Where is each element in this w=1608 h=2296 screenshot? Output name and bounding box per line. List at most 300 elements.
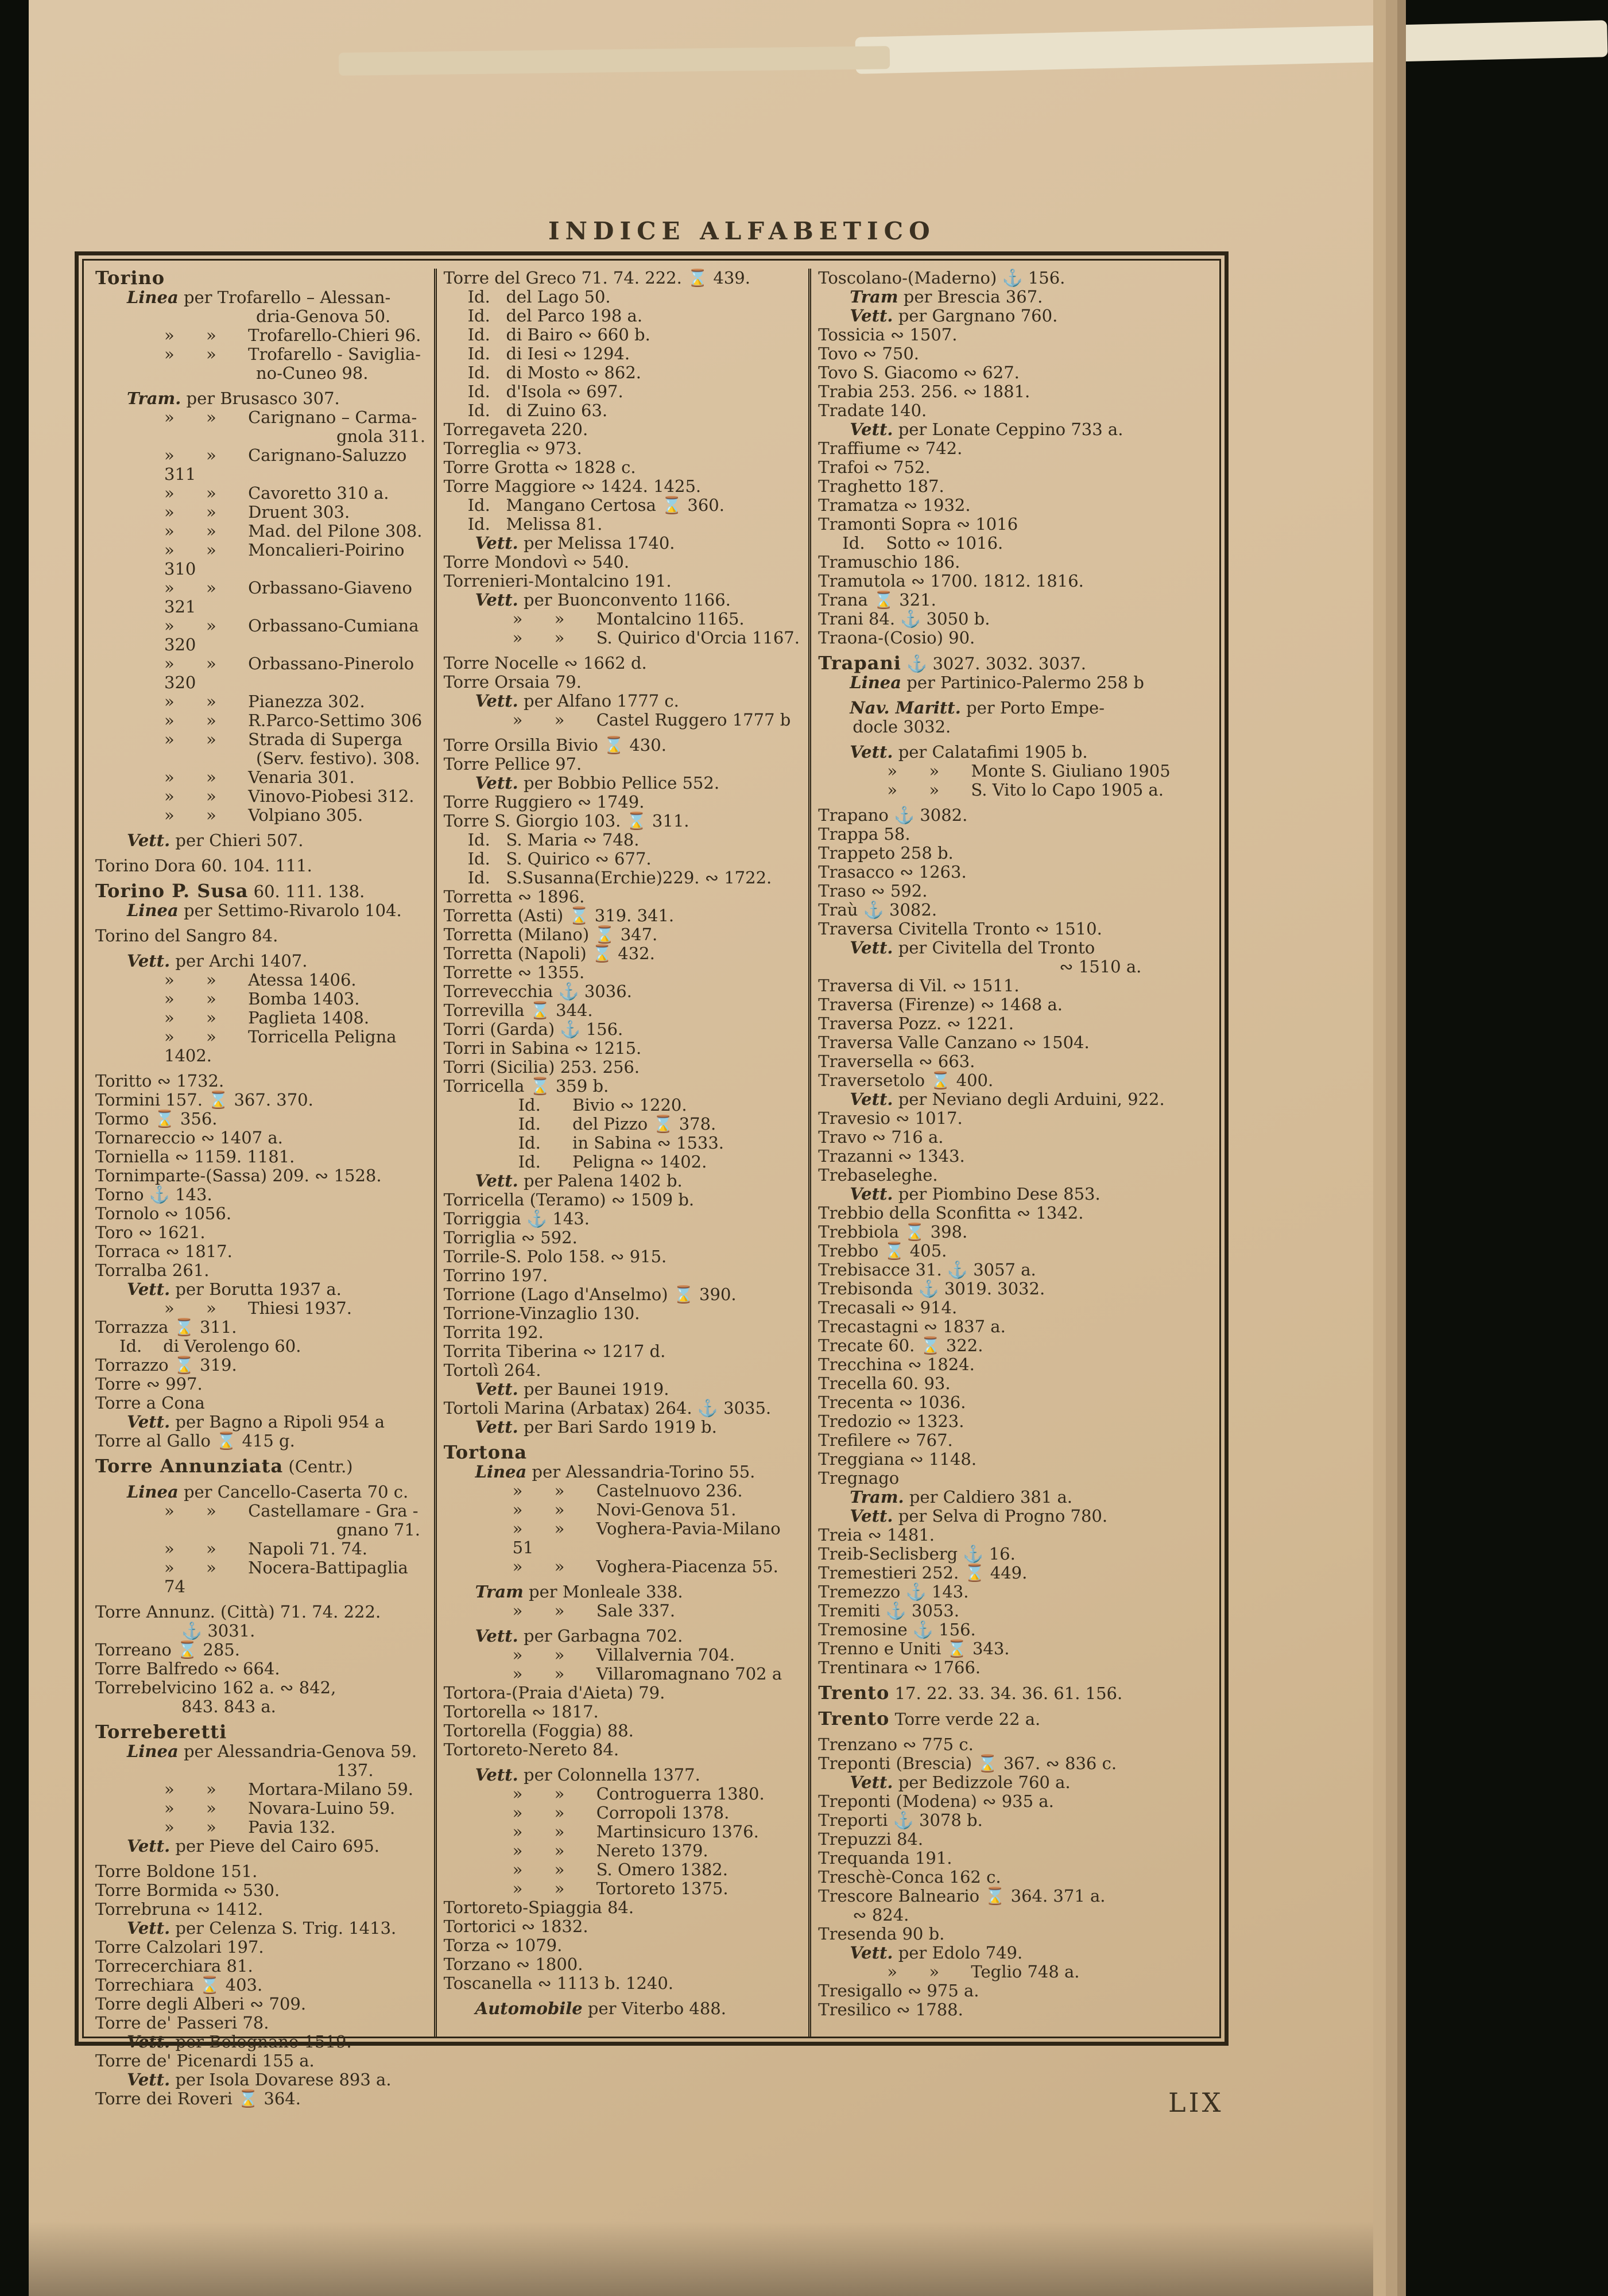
index-line: Torrevilla ⌛ 344. xyxy=(443,1000,593,1020)
index-line: Tovo S. Giacomo ∾ 627. xyxy=(818,363,1020,382)
index-line: Torre de' Passeri 78. xyxy=(95,2013,269,2033)
index-line: Torre ∾ 997. xyxy=(95,1374,203,1394)
index-line: Vett. per Alfano 1777 c. xyxy=(475,691,679,711)
index-line: Trecella 60. 93. xyxy=(818,1374,951,1393)
index-line: Tortoli Marina (Arbatax) 264. ⚓ 3035. xyxy=(443,1398,772,1418)
index-line: Torrazza ⌛ 311. xyxy=(95,1317,237,1337)
index-line: Vett. per Melissa 1740. xyxy=(475,533,675,553)
torn-paper-edge xyxy=(855,20,1607,74)
service-label: Vett. xyxy=(127,1918,171,1938)
index-line: Trebbio della Sconfitta ∾ 1342. xyxy=(818,1203,1084,1223)
service-label: Vett. xyxy=(127,2070,171,2089)
index-line: 137. xyxy=(336,1760,374,1780)
index-line: Torre Bormida ∾ 530. xyxy=(95,1880,280,1900)
index-line: Tortorella ∾ 1817. xyxy=(443,1702,599,1721)
index-line: Trapani ⚓ 3027. 3032. 3037. xyxy=(818,652,1086,674)
index-line: Tornareccio ∾ 1407 a. xyxy=(95,1128,283,1147)
index-column-2 xyxy=(434,269,809,2037)
index-line: Torralba 261. xyxy=(95,1261,210,1280)
index-line: no-Cuneo 98. xyxy=(256,363,369,383)
index-line: Tremezzo ⚓ 143. xyxy=(818,1582,969,1601)
index-line: Torretta ∾ 1896. xyxy=(443,887,585,906)
index-line: » » S. Quirico d'Orcia 1167. xyxy=(512,628,800,647)
index-line: Torre Orsaia 79. xyxy=(443,672,582,692)
page-title: INDICE ALFABETICO xyxy=(548,217,936,245)
index-line: Tremosine ⚓ 156. xyxy=(818,1620,976,1639)
index-line: Trebbo ⌛ 405. xyxy=(818,1241,947,1261)
service-label: Vett. xyxy=(127,1412,171,1432)
index-line: » » Trofarello - Saviglia- xyxy=(164,344,421,364)
index-line: Torreano ⌛ 285. xyxy=(95,1640,240,1659)
page-stack-edge xyxy=(339,46,890,76)
index-line: Toro ∾ 1621. xyxy=(95,1223,206,1242)
index-line: Torre Annunziata (Centr.) xyxy=(95,1455,353,1477)
index-line: Id. S.Susanna(Erchie)229. ∾ 1722. xyxy=(467,868,772,887)
index-line: » » Orbassano-Cumiana 320 xyxy=(164,616,424,654)
index-line: Tortorella (Foggia) 88. xyxy=(443,1721,634,1740)
index-column-1 xyxy=(88,267,434,2108)
index-line: » » Venaria 301. xyxy=(164,767,355,787)
index-line: Traghetto 187. xyxy=(818,476,944,496)
index-line: Id. del Parco 198 a. xyxy=(467,306,643,325)
index-line: Id. Bivio ∾ 1220. xyxy=(518,1095,687,1115)
index-line: » » Pavia 132. xyxy=(164,1817,336,1837)
index-line: Treporti ⚓ 3078 b. xyxy=(818,1810,983,1830)
headword: Torino xyxy=(95,267,165,289)
index-line: Vett. per Baunei 1919. xyxy=(475,1379,669,1399)
index-line: Torre Nocelle ∾ 1662 d. xyxy=(443,653,647,673)
index-line: Tovo ∾ 750. xyxy=(818,344,919,363)
index-line: Tram per Brescia 367. xyxy=(850,287,1043,307)
index-line: » » R.Parco-Settimo 306 xyxy=(164,711,423,730)
index-line: Torrette ∾ 1355. xyxy=(443,963,585,982)
index-line: Trebisonda ⚓ 3019. 3032. xyxy=(818,1279,1045,1298)
index-line: Trequanda 191. xyxy=(818,1848,952,1868)
headword: Torre Annunziata xyxy=(95,1455,284,1477)
index-line: Vett. per Archi 1407. xyxy=(127,951,308,971)
index-line: Trappeto 258 b. xyxy=(818,843,954,863)
index-line: Torre de' Picenardi 155 a. xyxy=(95,2051,315,2070)
index-line xyxy=(95,1723,428,1742)
index-line: Traversetolo ⌛ 400. xyxy=(818,1071,994,1090)
service-label: Vett. xyxy=(127,2032,171,2051)
index-line: » » Orbassano-Giaveno 321 xyxy=(164,578,418,616)
service-label: Vett. xyxy=(475,1765,518,1785)
index-line: Torrecerchiara 81. xyxy=(95,1956,253,1976)
index-line: Traso ∾ 592. xyxy=(818,881,928,901)
index-line: Trappa 58. xyxy=(818,824,910,844)
index-line: Vett. per Colonnella 1377. xyxy=(475,1765,700,1785)
index-line: » » Bomba 1403. xyxy=(164,989,360,1009)
index-line: Torre Grotta ∾ 1828 c. xyxy=(443,457,636,477)
index-line: Torrile-S. Polo 158. ∾ 915. xyxy=(443,1247,667,1266)
index-line: Torri (Garda) ⚓ 156. xyxy=(443,1019,623,1039)
service-label: Vett. xyxy=(850,1943,893,1963)
index-line: Trento 17. 22. 33. 34. 36. 61. 156. xyxy=(818,1682,1123,1704)
service-label: Vett. xyxy=(850,1773,893,1792)
index-line: » » Castellamare - Gra - xyxy=(164,1501,419,1521)
service-label: Tram. xyxy=(850,1487,904,1507)
index-line: Vett. per Borutta 1937 a. xyxy=(127,1279,342,1299)
index-line: Vett. per Bari Sardo 1919 b. xyxy=(475,1417,717,1437)
index-line: Trani 84. ⚓ 3050 b. xyxy=(818,609,990,629)
service-label: Linea xyxy=(127,1482,179,1502)
index-line: Tortoreto-Nereto 84. xyxy=(443,1740,619,1759)
headword: Tortona xyxy=(443,1441,528,1463)
index-line: Torniella ∾ 1159. 1181. xyxy=(95,1147,295,1166)
index-line: Tornimparte-(Sassa) 209. ∾ 1528. xyxy=(95,1166,382,1185)
service-label: Vett. xyxy=(850,938,893,957)
index-line: gnano 71. xyxy=(336,1520,421,1539)
index-line: Tremiti ⚓ 3053. xyxy=(818,1601,959,1620)
headword: Torino P. Susa xyxy=(95,880,249,902)
service-label: Linea xyxy=(127,288,179,307)
index-line: Trentinara ∾ 1766. xyxy=(818,1658,981,1677)
index-line: Id. Mangano Certosa ⌛ 360. xyxy=(467,495,724,515)
index-line: Travo ∾ 716 a. xyxy=(818,1127,944,1147)
index-line: » » Moncalieri-Poirino 310 xyxy=(164,540,410,579)
index-line: Tresenda 90 b. xyxy=(818,1924,945,1944)
index-line: Vett. per Civitella del Tronto xyxy=(850,938,1095,957)
index-line: » » Napoli 71. 74. xyxy=(164,1539,368,1558)
index-line xyxy=(444,1443,803,1463)
index-line: » » Atessa 1406. xyxy=(164,970,357,990)
service-label: Vett. xyxy=(850,742,893,762)
index-line: Trecenta ∾ 1036. xyxy=(818,1393,966,1412)
index-line: Traù ⚓ 3082. xyxy=(818,900,937,920)
index-line: Torrione (Lago d'Anselmo) ⌛ 390. xyxy=(443,1285,737,1304)
service-label: Tram xyxy=(475,1582,524,1601)
index-line: Torrita 192. xyxy=(443,1322,544,1342)
index-line: Torrechiara ⌛ 403. xyxy=(95,1975,263,1995)
service-label: Vett. xyxy=(475,691,518,711)
service-label: Vett. xyxy=(850,306,893,325)
index-line: Automobile per Viterbo 488. xyxy=(475,1999,726,2018)
index-line: Trenzano ∾ 775 c. xyxy=(818,1735,974,1754)
index-line: » » Castelnuovo 236. xyxy=(512,1481,743,1500)
index-line: » » Villalvernia 704. xyxy=(512,1645,735,1665)
index-line: Torrebelvicino 162 a. ∾ 842, xyxy=(95,1678,336,1697)
index-line: Torre del Greco 71. 74. 222. ⌛ 439. xyxy=(443,268,750,288)
service-label: Vett. xyxy=(850,1184,893,1204)
index-line: » » Carignano-Saluzzo 311 xyxy=(164,445,412,484)
index-line: Id. S. Maria ∾ 748. xyxy=(467,830,640,850)
index-line: Tregnago xyxy=(818,1468,900,1488)
index-line: Treponti (Brescia) ⌛ 367. ∾ 836 c. xyxy=(818,1754,1117,1773)
service-label: Linea xyxy=(850,673,902,692)
index-line: » » Torricella Peligna 1402. xyxy=(164,1027,402,1065)
index-line: Tresigallo ∾ 975 a. xyxy=(818,1981,979,2000)
index-line: (Serv. festivo). 308. xyxy=(256,748,420,768)
index-line: Torretta (Asti) ⌛ 319. 341. xyxy=(443,906,675,925)
index-line: Torzano ∾ 1800. xyxy=(443,1954,583,1974)
index-line: Torrazzo ⌛ 319. xyxy=(95,1355,237,1375)
index-line: Id. Melissa 81. xyxy=(467,514,603,534)
index-line: Torre degli Alberi ∾ 709. xyxy=(95,1994,307,2014)
index-line: Tramuschio 186. xyxy=(818,552,960,572)
index-line: Torre Calzolari 197. xyxy=(95,1937,264,1957)
index-line: Torreglia ∾ 973. xyxy=(443,439,582,458)
index-line: » » Druent 303. xyxy=(164,502,350,522)
index-line: » » Corropoli 1378. xyxy=(512,1803,730,1822)
index-line: Vett. per Bobbio Pellice 552. xyxy=(475,773,720,793)
index-line: Treia ∾ 1481. xyxy=(818,1525,935,1545)
index-line: Torre Mondovì ∾ 540. xyxy=(443,552,630,572)
index-line: Torri in Sabina ∾ 1215. xyxy=(443,1038,642,1058)
index-line: » » Voghera-Pavia-Milano 51 xyxy=(512,1519,786,1557)
index-line: Traversa di Vil. ∾ 1511. xyxy=(818,976,1020,995)
index-line: Torre Balfredo ∾ 664. xyxy=(95,1659,280,1678)
index-line: Tortorici ∾ 1832. xyxy=(443,1917,588,1936)
index-line: Torretta (Napoli) ⌛ 432. xyxy=(443,944,655,963)
index-line: Linea per Trofarello – Alessan- xyxy=(127,288,391,307)
index-line: Trenno e Uniti ⌛ 343. xyxy=(818,1639,1010,1658)
index-line: Torraca ∾ 1817. xyxy=(95,1242,233,1261)
index-line: » » Thiesi 1937. xyxy=(164,1298,352,1318)
index-line xyxy=(95,269,428,288)
index-line: Traona-(Cosio) 90. xyxy=(818,628,975,647)
index-line: Torriglia ∾ 592. xyxy=(443,1228,578,1247)
index-line: Torrenieri-Montalcino 191. xyxy=(443,571,672,591)
index-line: Torre Boldone 151. xyxy=(95,1861,258,1881)
service-label: Vett. xyxy=(475,1417,518,1437)
index-line: Vett. per Pieve del Cairo 695. xyxy=(127,1836,380,1856)
index-line: » » Teglio 748 a. xyxy=(887,1962,1080,1981)
service-label: Vett. xyxy=(475,533,518,553)
index-line: Linea per Cancello-Caserta 70 c. xyxy=(127,1482,409,1502)
index-line: Tremestieri 252. ⌛ 449. xyxy=(818,1563,1028,1583)
index-line: Traversa Civitella Tronto ∾ 1510. xyxy=(818,919,1102,938)
index-column-3 xyxy=(808,269,1217,2037)
index-line: » » Strada di Superga xyxy=(164,730,402,749)
service-label: Linea xyxy=(127,1742,179,1761)
index-line: Vett. per Edolo 749. xyxy=(850,1943,1023,1963)
index-line: Tredozio ∾ 1323. xyxy=(818,1411,964,1431)
index-line: Id. del Lago 50. xyxy=(467,287,611,307)
index-line: Treponti (Modena) ∾ 935 a. xyxy=(818,1791,1054,1811)
index-line: Vett. per Isola Dovarese 893 a. xyxy=(127,2070,392,2089)
service-label: Vett. xyxy=(850,420,893,439)
index-line: Id. S. Quirico ∾ 677. xyxy=(467,849,652,868)
service-label: Vett. xyxy=(127,951,171,971)
index-line: Vett. per Chieri 507. xyxy=(127,831,304,850)
index-line: » » Voghera-Piacenza 55. xyxy=(512,1557,778,1576)
index-line: » » Paglieta 1408. xyxy=(164,1008,370,1027)
index-line: Vett. per Bolognano 1519. xyxy=(127,2032,352,2051)
index-line: Id. di Iesi ∾ 1294. xyxy=(467,344,630,363)
page-number: LIX xyxy=(1168,2087,1224,2118)
index-line: » » Novara-Luino 59. xyxy=(164,1798,396,1818)
headword: Torreberetti xyxy=(95,1721,227,1743)
index-line: Trecate 60. ⌛ 322. xyxy=(818,1336,983,1355)
index-line: Tormo ⌛ 356. xyxy=(95,1109,218,1128)
index-line: Trabia 253. 256. ∾ 1881. xyxy=(818,382,1030,401)
index-line: Trebisacce 31. ⚓ 3057 a. xyxy=(818,1260,1036,1279)
index-line: Tortora-(Praia d'Aieta) 79. xyxy=(443,1683,665,1702)
index-line: Trebaseleghe. xyxy=(818,1165,938,1185)
index-line: Vett. per Bedizzole 760 a. xyxy=(850,1773,1071,1792)
index-line: Tresilico ∾ 1788. xyxy=(818,2000,963,2019)
index-line: » » Martinsicuro 1376. xyxy=(512,1822,759,1841)
index-line: » » Carignano – Carma- xyxy=(164,408,417,427)
index-line: Vett. per Neviano degli Arduini, 922. xyxy=(850,1089,1165,1109)
index-line: Vett. per Bagno a Ripoli 954 a xyxy=(127,1412,385,1432)
index-line: Trazanni ∾ 1343. xyxy=(818,1146,965,1166)
index-line: Vett. per Palena 1402 b. xyxy=(475,1171,683,1190)
index-line: » » S. Omero 1382. xyxy=(512,1860,728,1879)
index-line: Linea per Alessandria-Genova 59. xyxy=(127,1742,417,1761)
index-line: dria-Genova 50. xyxy=(256,307,391,326)
index-line: Torriggia ⚓ 143. xyxy=(443,1209,590,1228)
index-line: Torre Pellice 97. xyxy=(443,754,582,774)
index-line: Vett. per Calatafimi 1905 b. xyxy=(850,742,1088,762)
service-label: Tram xyxy=(850,287,898,307)
index-line: Vett. per Buonconvento 1166. xyxy=(475,590,731,610)
index-line: » » Cavoretto 310 a. xyxy=(164,483,389,503)
index-line: Trana ⌛ 321. xyxy=(818,590,936,610)
index-line: Trapano ⚓ 3082. xyxy=(818,805,968,825)
service-label: Vett. xyxy=(475,590,518,610)
service-label: Automobile xyxy=(475,1999,583,2018)
index-line: Trescore Balneario ⌛ 364. 371 a. xyxy=(818,1886,1106,1906)
service-label: Linea xyxy=(475,1462,527,1481)
index-line: Toscolano-(Maderno) ⚓ 156. xyxy=(818,268,1065,288)
index-line: Torino del Sangro 84. xyxy=(95,926,278,945)
index-line: 843. 843 a. xyxy=(181,1697,276,1716)
index-line: Torrino 197. xyxy=(443,1266,548,1285)
index-line: » » Nereto 1379. xyxy=(512,1841,708,1860)
index-line: Linea per Partinico-Palermo 258 b xyxy=(850,673,1144,692)
headword: Trento xyxy=(818,1682,890,1704)
index-line: » » Trofarello-Chieri 96. xyxy=(164,325,421,345)
index-line: ⚓ 3031. xyxy=(181,1621,255,1640)
service-label: Vett. xyxy=(850,1506,893,1526)
index-line: » » Sale 337. xyxy=(512,1601,676,1620)
index-line: Torre a Cona xyxy=(95,1393,205,1413)
service-label: Tram. xyxy=(127,389,181,408)
index-line: Id. di Mosto ∾ 862. xyxy=(467,363,641,382)
index-line: ∾ 824. xyxy=(853,1905,909,1925)
index-line: » » S. Vito lo Capo 1905 a. xyxy=(887,780,1164,800)
index-line: docle 3032. xyxy=(853,717,951,736)
index-line: » » Vinovo-Piobesi 312. xyxy=(164,786,414,806)
index-line: Trecasali ∾ 914. xyxy=(818,1298,958,1317)
index-line: Linea per Alessandria-Torino 55. xyxy=(475,1462,755,1481)
index-line: ∾ 1510 a. xyxy=(1059,957,1142,976)
index-line: Trasacco ∾ 1263. xyxy=(818,862,967,882)
index-line: Id. Sotto ∾ 1016. xyxy=(842,533,1003,553)
index-line: Id. in Sabina ∾ 1533. xyxy=(518,1133,724,1153)
index-line: Torretta (Milano) ⌛ 347. xyxy=(443,925,658,944)
index-line: Tortoreto-Spiaggia 84. xyxy=(443,1898,634,1917)
index-line: Tramutola ∾ 1700. 1812. 1816. xyxy=(818,571,1084,591)
index-line: Torno ⚓ 143. xyxy=(95,1185,212,1204)
service-label: Vett. xyxy=(127,1279,171,1299)
index-line: Torregaveta 220. xyxy=(443,420,588,439)
index-line: » » Pianezza 302. xyxy=(164,692,365,711)
index-line: Trecchina ∾ 1824. xyxy=(818,1355,975,1374)
service-label: Nav. Maritt. xyxy=(850,698,961,718)
index-line: Trefilere ∾ 767. xyxy=(818,1430,953,1450)
index-line: » » Novi-Genova 51. xyxy=(512,1500,737,1519)
index-line: Torre Annunz. (Città) 71. 74. 222. xyxy=(95,1602,381,1622)
index-line: Treggiana ∾ 1148. xyxy=(818,1449,977,1469)
index-line: Tossicia ∾ 1507. xyxy=(818,325,958,344)
index-line: Nav. Maritt. per Porto Empe- xyxy=(850,698,1105,718)
service-label: Vett. xyxy=(850,1089,893,1109)
index-line: Trento Torre verde 22 a. xyxy=(818,1708,1041,1729)
index-line: Id. di Bairo ∾ 660 b. xyxy=(467,325,650,344)
service-label: Vett. xyxy=(475,1379,518,1399)
index-line: gnola 311. xyxy=(336,426,426,446)
index-line: » » Monte S. Giuliano 1905 xyxy=(887,761,1171,781)
index-line: Tramonti Sopra ∾ 1016 xyxy=(818,514,1018,534)
index-line: Trepuzzi 84. xyxy=(818,1829,924,1849)
book-page xyxy=(29,0,1373,2296)
service-label: Linea xyxy=(127,901,179,920)
index-line: » » Tortoreto 1375. xyxy=(512,1879,729,1898)
index-line: Torrevecchia ⚓ 3036. xyxy=(443,982,632,1001)
index-line: Traversa Pozz. ∾ 1221. xyxy=(818,1014,1014,1033)
headword: Trapani xyxy=(818,652,901,674)
index-line: Torrita Tiberina ∾ 1217 d. xyxy=(443,1341,666,1361)
index-line: » » Mortara-Milano 59. xyxy=(164,1779,414,1799)
index-line: » » Mad. del Pilone 308. xyxy=(164,521,423,541)
index-line: Trecastagni ∾ 1837 a. xyxy=(818,1317,1006,1336)
index-line: Torino Dora 60. 104. 111. xyxy=(95,856,312,875)
index-line: Torri (Sicilia) 253. 256. xyxy=(443,1057,640,1077)
index-line: » » Castel Ruggero 1777 b xyxy=(512,710,791,730)
index-line: Tram. per Caldiero 381 a. xyxy=(850,1487,1073,1507)
book-fore-edge xyxy=(1397,0,1406,2296)
index-line: Traversa (Firenze) ∾ 1468 a. xyxy=(818,995,1063,1014)
index-line: Traversella ∾ 663. xyxy=(818,1052,975,1071)
index-line: Id. di Verolengo 60. xyxy=(119,1336,301,1356)
index-line: » » Volpiano 305. xyxy=(164,805,363,825)
index-line: Torricella ⌛ 359 b. xyxy=(443,1076,609,1096)
service-label: Vett. xyxy=(475,773,518,793)
index-line: Torre dei Roveri ⌛ 364. xyxy=(95,2089,301,2108)
index-line: Torza ∾ 1079. xyxy=(443,1936,563,1955)
index-line: Traversa Valle Canzano ∾ 1504. xyxy=(818,1033,1090,1052)
index-line: Tram per Monleale 338. xyxy=(475,1582,683,1601)
headword: Trento xyxy=(818,1708,890,1729)
service-label: Vett. xyxy=(127,1836,171,1856)
index-line: Vett. per Gargnano 760. xyxy=(850,306,1058,325)
index-line: Id. di Zuino 63. xyxy=(467,401,608,420)
index-line: Torino P. Susa 60. 111. 138. xyxy=(95,880,365,902)
index-line: Vett. per Lonate Ceppino 733 a. xyxy=(850,420,1123,439)
index-line: Torre Ruggiero ∾ 1749. xyxy=(443,792,645,812)
index-line: Trebbiola ⌛ 398. xyxy=(818,1222,968,1242)
book-fore-edge xyxy=(1373,0,1386,2296)
index-line: Vett. per Piombino Dese 853. xyxy=(850,1184,1101,1204)
index-line: Traffiume ∾ 742. xyxy=(818,439,963,458)
index-line: Linea per Settimo-Rivarolo 104. xyxy=(127,901,402,920)
index-line: Travesio ∾ 1017. xyxy=(818,1108,963,1128)
index-line: Torre Orsilla Bivio ⌛ 430. xyxy=(443,735,667,755)
index-line: Tram. per Brusasco 307. xyxy=(127,389,340,408)
index-line: Vett. per Celenza S. Trig. 1413. xyxy=(127,1918,397,1938)
index-line: Treib-Seclisberg ⚓ 16. xyxy=(818,1544,1016,1564)
index-line: Torrebruna ∾ 1412. xyxy=(95,1899,264,1919)
index-line: Toscanella ∾ 1113 b. 1240. xyxy=(443,1973,674,1993)
index-line: » » Orbassano-Pinerolo 320 xyxy=(164,654,420,692)
index-line: » » Nocera-Battipaglia 74 xyxy=(164,1558,413,1596)
index-line: Id. del Pizzo ⌛ 378. xyxy=(518,1114,716,1134)
index-line: Torre al Gallo ⌛ 415 g. xyxy=(95,1431,295,1450)
index-line: Tormini 157. ⌛ 367. 370. xyxy=(95,1090,313,1110)
